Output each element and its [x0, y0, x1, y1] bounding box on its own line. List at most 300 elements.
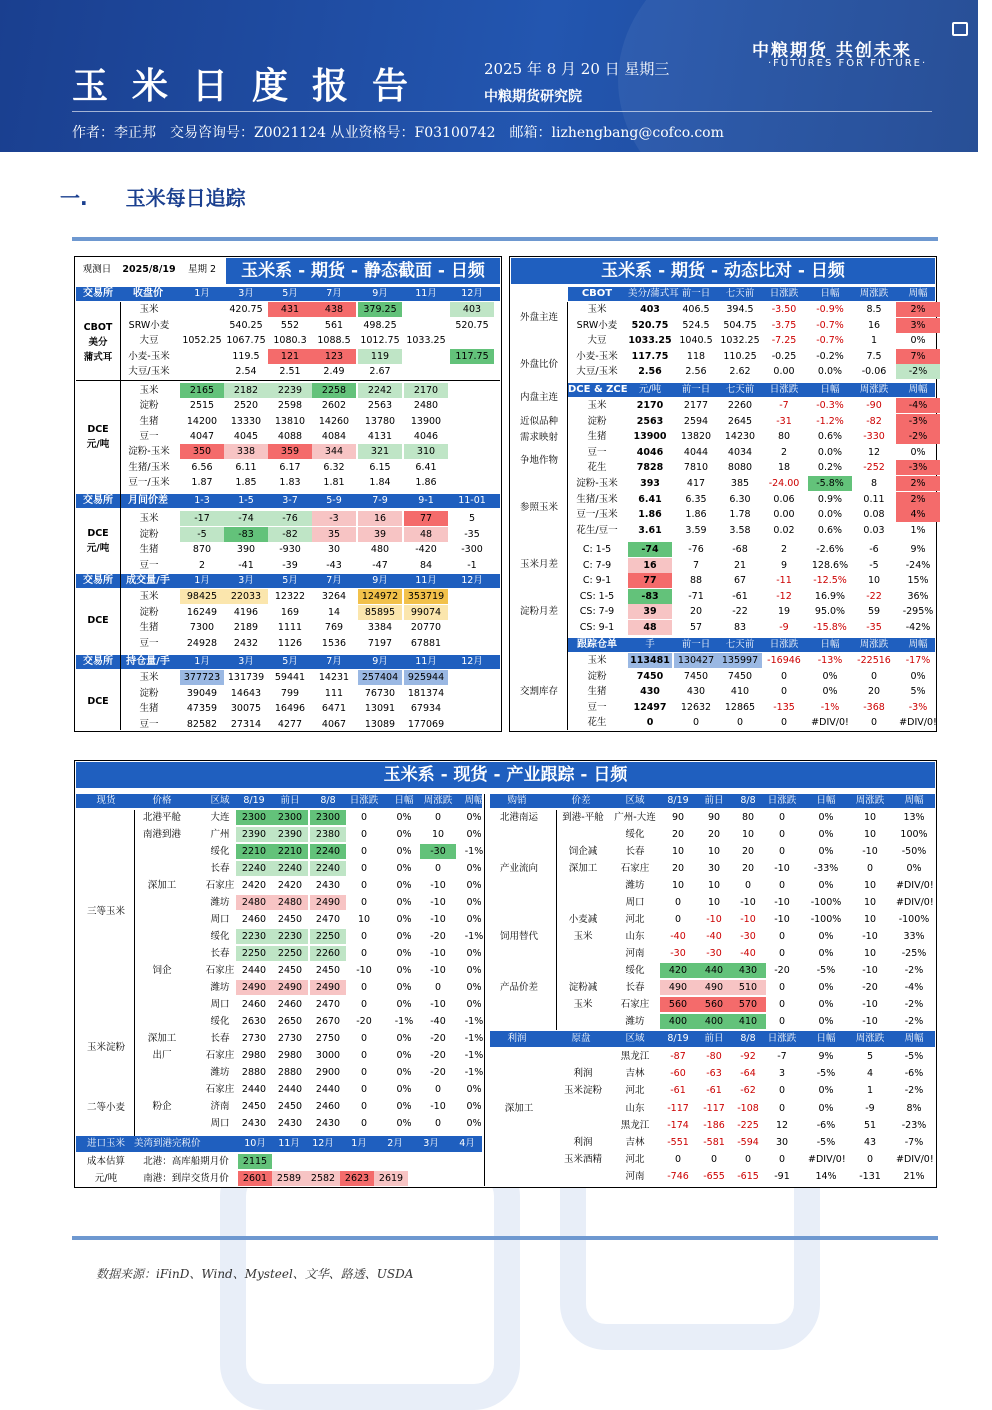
table-cell: 利润 — [573, 1137, 593, 1148]
table-cell: 0 — [360, 1033, 368, 1044]
table-cell: 长春 — [625, 982, 645, 993]
table-cell: -10 — [862, 846, 878, 857]
table-cell: -10 — [430, 948, 446, 959]
table-cell: 2月 — [387, 1138, 403, 1149]
table-cell: 0 — [778, 982, 786, 993]
table-cell: 9月 — [372, 656, 388, 667]
table-cell: 生猪 — [587, 431, 607, 443]
table-cell: 799 — [280, 687, 300, 699]
table-cell: 0% — [818, 982, 834, 993]
table-cell: 出厂 — [152, 1050, 172, 1061]
table-cell: 0 — [434, 1118, 442, 1129]
table-cell: 417 — [686, 478, 706, 489]
table-cell: 769 — [324, 622, 344, 633]
table-cell: 河北 — [625, 914, 645, 925]
table-cell: 16249 — [186, 606, 218, 618]
table-cell: 430 — [640, 686, 660, 697]
table-cell: -1% — [464, 1033, 484, 1044]
table-cell: 11-01 — [458, 495, 486, 506]
table-cell: -2% — [904, 1016, 924, 1027]
table-cell: 2645 — [727, 415, 753, 427]
table-cell: 338 — [224, 444, 268, 459]
table-cell: 潍坊 — [625, 1016, 645, 1027]
table-cell: 400 — [696, 1014, 732, 1029]
table-cell: 2490 — [236, 980, 272, 995]
table-cell: 淀粉 — [139, 606, 159, 618]
table-cell: 10 — [431, 829, 445, 840]
table-cell: 0% — [910, 335, 926, 346]
table-cell: -40 — [670, 931, 686, 942]
table-cell: C: 7-9 — [582, 559, 612, 571]
table-cell: -5% — [816, 965, 836, 976]
table-cell: 0% — [818, 880, 834, 891]
table-cell: 交易所 — [83, 575, 113, 586]
table-cell: -83 — [224, 527, 268, 542]
table-cell: 27314 — [230, 718, 262, 730]
table-cell: 21% — [903, 1171, 925, 1183]
table-cell: 0 — [646, 717, 654, 728]
table-cell: -368 — [863, 701, 885, 713]
table-cell: 9月 — [372, 288, 388, 299]
table-cell: 淀粉 — [139, 400, 159, 412]
table-cell: 0.6% — [817, 431, 843, 443]
table-cell: 大豆 — [139, 335, 159, 346]
table-cell: 日涨跌 — [349, 795, 379, 806]
table-cell: 元/吨 — [94, 1173, 118, 1184]
table-cell: 0.08 — [863, 509, 885, 521]
table-cell: #DIV/0! — [896, 1154, 934, 1166]
table-cell: 3.59 — [685, 524, 707, 536]
table-cell: 13900 — [633, 431, 667, 443]
table-cell: 2430 — [277, 1118, 303, 1129]
table-cell: 561 — [324, 319, 344, 331]
table-cell: 生猪 — [139, 622, 159, 633]
table-cell: 2623 — [340, 1171, 374, 1186]
table-cell: 2440 — [277, 1084, 303, 1095]
table-cell: 0 — [778, 948, 786, 959]
table-cell: 95.0% — [814, 606, 846, 617]
table-cell: 0% — [396, 829, 412, 840]
table-cell: 区域 — [210, 795, 230, 806]
table-cell: 0.9% — [817, 493, 843, 505]
table-cell: 870 — [192, 544, 212, 555]
table-cell: 16.9% — [814, 590, 846, 602]
table-cell: -0.9% — [816, 304, 844, 315]
table-cell: 10 — [863, 914, 877, 925]
table-cell: 2589 — [272, 1171, 306, 1186]
table-cell: 豆一/玉米 — [128, 476, 170, 488]
table-cell: -135 — [773, 701, 795, 713]
table-cell: 饲企 — [152, 965, 172, 976]
table-cell: 2440 — [315, 1084, 341, 1095]
table-cell: 0 — [870, 670, 878, 682]
observation-date: 2025/8/19 — [122, 264, 176, 275]
table-cell: -10 — [862, 965, 878, 976]
table-cell: 跟踪仓单 — [577, 639, 617, 650]
table-cell: 43 — [863, 1137, 877, 1148]
table-cell: 淀粉 — [587, 415, 607, 427]
table-cell: 14200 — [186, 415, 218, 427]
table-cell: 10 — [867, 575, 881, 586]
brand-logo: 中粮期货 共创未来 — [752, 41, 912, 61]
table-cell: 0 — [434, 863, 442, 874]
table-cell: 1126 — [277, 637, 303, 649]
table-cell: 元/吨 — [638, 384, 662, 395]
table-cell: 美湾到港完税价 — [134, 1138, 201, 1149]
table-cell: -2% — [896, 429, 940, 444]
table-cell: -10 — [430, 999, 446, 1010]
table-cell: 0.03 — [863, 524, 885, 536]
table-cell: 周幅 — [904, 795, 924, 806]
table-cell: 1032.25 — [720, 335, 760, 346]
table-cell: -108 — [737, 1102, 759, 1114]
table-cell: 2630 — [241, 1016, 267, 1027]
table-cell: C: 1-5 — [582, 544, 612, 555]
table-cell: 潍坊 — [625, 880, 645, 891]
table-cell: 15% — [907, 575, 929, 586]
table-cell: 2430 — [241, 1118, 267, 1129]
table-cell: 9 — [780, 559, 788, 571]
table-cell: -91 — [774, 1171, 790, 1183]
table-cell: 月间价差 — [128, 495, 168, 506]
table-cell: -5.8% — [808, 476, 852, 491]
table-cell: 0 — [866, 863, 874, 874]
table-cell: 七天前 — [725, 288, 755, 299]
table-cell: 2240 — [310, 844, 346, 859]
table-cell: 377723 — [180, 670, 224, 685]
table-cell: 2165 — [180, 383, 224, 398]
table-cell: -1.2% — [816, 415, 844, 427]
table-cell: -1 — [467, 559, 477, 571]
table-cell: 540.25 — [229, 319, 263, 331]
table-cell: 3 — [778, 1068, 786, 1080]
table-cell: 2470 — [315, 914, 341, 925]
table-cell: 36% — [907, 590, 929, 602]
table-cell: -80 — [706, 1051, 722, 1062]
table-cell: 2300 — [310, 810, 346, 825]
table-cell: 2210 — [272, 844, 308, 859]
table-cell: 河北 — [625, 1154, 645, 1166]
table-cell: 21 — [733, 559, 747, 571]
table-cell: 1033.25 — [406, 335, 446, 346]
table-cell: 0 — [360, 1084, 368, 1095]
table-cell: -117 — [703, 1102, 725, 1114]
table-cell: 淀粉月差 — [519, 606, 558, 617]
table-cell: 0% — [396, 999, 412, 1010]
table-cell: 广州 — [210, 829, 230, 840]
table-cell: #DIV/0! — [811, 717, 849, 728]
table-cell: 344 — [312, 444, 356, 459]
table-cell: 117.75 — [631, 350, 669, 362]
table-cell: 0 — [674, 897, 682, 908]
table-cell: 生猪/玉米 — [576, 493, 618, 505]
table-cell: 2.56 — [685, 366, 707, 377]
table-cell: 2480 — [413, 400, 439, 412]
table-cell: 粉企 — [152, 1101, 172, 1112]
table-cell: 0 — [360, 982, 368, 993]
table-cell: 8/19 — [667, 795, 689, 806]
table-cell: 520.75 — [631, 319, 669, 331]
table-cell: 到港-平舱 — [562, 812, 604, 823]
table-cell: 0 — [778, 931, 786, 942]
table-cell: 2594 — [683, 415, 709, 427]
table-cell: 4084 — [321, 430, 347, 442]
table-cell: 12497 — [633, 701, 667, 713]
table-cell: 524.5 — [682, 319, 710, 331]
table-cell: 19 — [777, 606, 791, 617]
table-cell: -24.00 — [768, 478, 800, 489]
table-cell: 手 — [645, 639, 655, 650]
table-cell: 8 — [870, 478, 878, 489]
table-cell: -33% — [813, 863, 839, 874]
table-cell: -0.7% — [816, 319, 844, 331]
table-cell: 0% — [396, 897, 412, 908]
table-cell: 9月 — [372, 575, 388, 586]
table-cell: -12 — [776, 590, 792, 602]
table-cell: 美分 — [88, 337, 108, 348]
table-cell: 8.5 — [866, 304, 882, 315]
table-cell: 石家庄 — [205, 1050, 235, 1061]
table-cell: 2 — [780, 544, 788, 555]
table-cell: 近似品种 — [519, 416, 558, 427]
table-cell: 20 — [671, 829, 685, 840]
table-cell: 47359 — [186, 703, 218, 714]
table-cell: -42% — [905, 621, 931, 633]
table-cell: -22 — [866, 590, 882, 602]
table-cell: 1-5 — [238, 495, 254, 506]
table-cell: 2450 — [241, 1101, 267, 1112]
table-cell: 7300 — [189, 622, 215, 633]
table-cell: 产业流向 — [499, 863, 538, 874]
table-cell: 10 — [863, 829, 877, 840]
table-cell: -10 — [430, 965, 446, 976]
table-cell: 山东 — [625, 1102, 645, 1114]
table-cell: -41 — [238, 559, 254, 571]
table-cell: 1月 — [194, 575, 210, 586]
table-cell: 2980 — [241, 1050, 267, 1061]
table-cell: -7 — [777, 1051, 787, 1062]
table-cell: 1012.75 — [360, 335, 400, 346]
table-cell — [450, 364, 494, 379]
table-cell — [180, 318, 224, 333]
table-cell: 0.2% — [817, 462, 843, 474]
table-cell: 20 — [867, 686, 881, 697]
table-cell: 0% — [466, 999, 482, 1010]
table-cell: 2260 — [310, 946, 346, 961]
table-cell: -40 — [430, 1016, 446, 1027]
table-cell: 20770 — [410, 622, 442, 633]
table-cell: 前日 — [280, 795, 300, 806]
table-cell: 9% — [818, 1051, 834, 1062]
table-cell: 8/8 — [740, 795, 756, 806]
table-cell: 前一日 — [681, 384, 711, 395]
table-cell: 4034 — [727, 446, 753, 458]
table-border — [567, 302, 568, 730]
table-cell: 2598 — [277, 400, 303, 412]
table-cell: -186 — [703, 1119, 725, 1131]
table-cell: 0 — [778, 1102, 786, 1114]
table-cell: 1536 — [321, 637, 347, 649]
table-cell: -82 — [866, 415, 882, 427]
table-cell: 48 — [628, 620, 672, 635]
table-cell: 0 — [778, 829, 786, 840]
table-cell: 原盘 — [571, 1033, 591, 1044]
table-cell: 5月 — [282, 288, 298, 299]
table-cell: 177069 — [407, 718, 445, 730]
table-cell: 0% — [396, 863, 412, 874]
table-cell: 10 — [707, 897, 721, 908]
table-cell: -5% — [816, 1068, 836, 1080]
table-cell: 430 — [686, 686, 706, 697]
table-cell: -10 — [706, 914, 722, 925]
table-cell — [180, 364, 224, 379]
table-cell: 周口 — [210, 999, 230, 1010]
table-cell: 113481 — [628, 653, 672, 668]
table-cell: 6.32 — [323, 461, 345, 473]
table-cell: 争地作物 — [519, 455, 558, 466]
table-cell: -20 — [862, 982, 878, 993]
table-cell: 0.0% — [817, 446, 843, 458]
table-cell: 8080 — [727, 462, 753, 474]
table-cell: 8/8 — [320, 795, 336, 806]
table-cell: 403 — [640, 304, 660, 315]
table-cell: 14 — [327, 606, 341, 618]
table-cell: 257404 — [358, 670, 402, 685]
table-cell: 88 — [689, 575, 703, 586]
table-cell: -655 — [703, 1171, 725, 1183]
table-cell: 2230 — [236, 929, 272, 944]
table-cell: 2520 — [233, 400, 259, 412]
table-cell: -24% — [905, 559, 931, 571]
table-cell: 2619 — [374, 1171, 408, 1186]
table-cell: -76 — [688, 544, 704, 555]
table-cell: 12月 — [461, 575, 483, 586]
table-cell: 552 — [280, 319, 300, 331]
table-cell: -3.75 — [771, 319, 797, 331]
table-cell: 4045 — [233, 430, 259, 442]
table-cell: -3 — [312, 511, 356, 526]
table-cell: 石家庄 — [205, 965, 235, 976]
table-cell: 0% — [910, 670, 926, 682]
table-cell: -47 — [372, 559, 388, 571]
table-cell: 0.11 — [863, 493, 885, 505]
table-cell: 1.85 — [235, 476, 257, 488]
table-cell: 353719 — [404, 589, 448, 604]
table-cell: 4047 — [189, 430, 215, 442]
table-cell: -1% — [464, 1067, 484, 1078]
table-cell: 5月 — [282, 656, 298, 667]
table-cell: 玉米 — [139, 304, 159, 315]
table-cell: 周涨跌 — [855, 795, 885, 806]
report-header — [0, 0, 978, 152]
table-cell: 二等小麦 — [86, 1102, 125, 1113]
table-cell: 30 — [327, 544, 341, 555]
table-cell: 成本估算 — [86, 1156, 125, 1167]
table-cell: 2210 — [236, 844, 272, 859]
table-cell: 480 — [370, 544, 390, 555]
table-cell: 0% — [396, 914, 412, 925]
table-cell: 2602 — [321, 400, 347, 412]
table-cell: 67934 — [410, 703, 442, 714]
table-cell: 外盘主连 — [519, 312, 558, 323]
table-cell: 玉米 — [587, 400, 607, 411]
table-cell: 2260 — [727, 400, 753, 411]
table-cell: 4067 — [321, 718, 347, 730]
table-border — [120, 302, 121, 730]
table-cell: 周幅 — [464, 795, 484, 806]
table-cell: 2240 — [272, 861, 308, 876]
table-cell: 13810 — [274, 415, 306, 427]
table-cell: 2650 — [277, 1016, 303, 1027]
table-cell: 0% — [818, 931, 834, 942]
table-cell: 持仓量/手 — [126, 656, 170, 667]
table-cell: 周幅 — [904, 1033, 924, 1044]
table-cell: 0% — [466, 812, 482, 823]
table-cell: 0 — [674, 1154, 682, 1166]
table-cell: #DIV/0! — [896, 880, 934, 891]
table-cell: -61 — [706, 1085, 722, 1097]
table-cell: 淀粉 — [587, 670, 607, 682]
table-cell: 深加工 — [568, 863, 598, 874]
table-cell: 7.5 — [866, 350, 882, 362]
table-cell: 产品价差 — [499, 982, 538, 993]
table-cell: 玉米 — [573, 931, 593, 942]
table-cell: 0% — [396, 965, 412, 976]
table-cell: 169 — [280, 606, 300, 618]
table-cell: -92 — [740, 1051, 756, 1062]
table-cell: 0% — [466, 965, 482, 976]
table-cell: 2450 — [315, 965, 341, 976]
table-cell: 2.49 — [323, 366, 345, 377]
table-cell: 438 — [312, 302, 356, 317]
table-cell: -4% — [896, 398, 940, 413]
table-cell: -30 — [706, 948, 722, 959]
table-cell: 区域 — [625, 1033, 645, 1044]
table-cell: 利润 — [573, 1068, 593, 1080]
table-cell: 2460 — [315, 1101, 341, 1112]
table-cell: 2239 — [268, 383, 312, 398]
table-cell: 0% — [466, 897, 482, 908]
table-cell: 13091 — [364, 703, 396, 714]
table-cell: 0 — [778, 846, 786, 857]
table-cell: 6.30 — [729, 493, 751, 505]
table-cell: 20 — [741, 846, 755, 857]
table-cell: 1% — [910, 524, 926, 536]
table-cell: -295% — [902, 606, 934, 617]
table-cell: 2380 — [310, 827, 346, 842]
table-cell: 1052.25 — [182, 335, 222, 346]
table-cell: 2 — [198, 559, 206, 571]
table-cell: 9-1 — [418, 495, 434, 506]
table-cell: 0 — [780, 717, 788, 728]
table-cell: 20 — [671, 863, 685, 874]
table-cell: 2250 — [236, 946, 272, 961]
table-cell: 83 — [733, 621, 747, 633]
table-cell: 0 — [710, 1154, 718, 1166]
table-cell: 2.51 — [279, 366, 301, 377]
table-cell: -10 — [356, 965, 372, 976]
table-cell: 7月 — [326, 656, 342, 667]
table-cell: 12月 — [461, 656, 483, 667]
table-cell: -2% — [904, 1085, 924, 1097]
table-cell: 7450 — [636, 670, 664, 682]
table-cell: 7月 — [326, 575, 342, 586]
table-cell: 0 — [360, 812, 368, 823]
table-cell: -31 — [776, 415, 792, 427]
table-cell: 0% — [396, 1084, 412, 1095]
table-cell: 4% — [896, 507, 940, 522]
table-cell: SRW小麦 — [576, 319, 618, 331]
